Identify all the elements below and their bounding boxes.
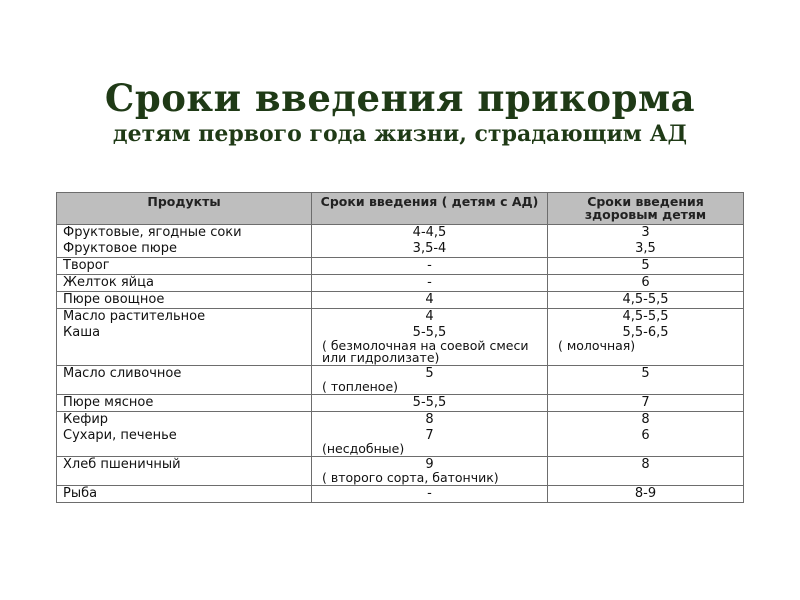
ad-term-value: 9 — [425, 457, 434, 472]
ad-term-value: 8 — [425, 412, 434, 427]
table-row — [57, 395, 744, 412]
healthy-term-value: 3 — [641, 225, 650, 240]
header-terms-ad: Сроки введения ( детям с АД) — [312, 193, 548, 225]
product-cell: Желток яйца — [57, 275, 312, 292]
healthy-term-cell — [548, 457, 744, 486]
header-products: Продукты — [57, 193, 312, 225]
healthy-term-value: 4,5-5,5 — [622, 309, 669, 324]
healthy-term-value: 5 — [641, 258, 650, 273]
table-row — [57, 366, 744, 395]
slide-title: Сроки введения прикорма — [104, 76, 696, 120]
ad-term-note: (несдобные) — [322, 441, 405, 456]
product-cell: Фруктовые, ягодные соки — [57, 225, 312, 242]
table-row — [57, 309, 744, 326]
ad-term-value: 4 — [425, 292, 434, 307]
ad-term-value: 5 — [425, 366, 434, 381]
healthy-term-value: 5,5-6,5 — [622, 325, 669, 340]
healthy-term-cell — [548, 292, 744, 309]
healthy-term-value: 3,5 — [635, 241, 656, 256]
table-row — [57, 457, 744, 486]
healthy-term-cell — [548, 275, 744, 292]
product-cell: Рыба — [57, 486, 312, 503]
healthy-term-cell — [548, 486, 744, 503]
product-cell: Масло сливочное — [57, 366, 312, 395]
ad-term-cell — [312, 412, 548, 429]
healthy-term-cell — [548, 428, 744, 457]
ad-term-cell — [312, 309, 548, 326]
product-cell: Творог — [57, 258, 312, 275]
product-cell: Пюре мясное — [57, 395, 312, 412]
table-row — [57, 412, 744, 429]
product-cell: Каша — [57, 325, 312, 366]
healthy-term-note: ( молочная) — [558, 338, 636, 353]
ad-term-cell — [312, 366, 548, 395]
healthy-term-value: 4,5-5,5 — [622, 292, 669, 307]
ad-term-cell — [312, 428, 548, 457]
table-row — [57, 292, 744, 309]
ad-term-cell — [312, 258, 548, 275]
healthy-term-cell — [548, 325, 744, 366]
healthy-term-cell — [548, 309, 744, 326]
healthy-term-cell — [548, 395, 744, 412]
product-cell: Кефир — [57, 412, 312, 429]
ad-term-cell — [312, 486, 548, 503]
feeding-schedule-table — [56, 192, 744, 503]
ad-term-note: ( второго сорта, батончик) — [322, 470, 499, 485]
ad-term-value: - — [427, 258, 432, 273]
table-row — [57, 275, 744, 292]
healthy-term-value: 8-9 — [634, 486, 657, 501]
product-cell: Масло растительное — [57, 309, 312, 326]
ad-term-value: 3,5-4 — [412, 241, 447, 256]
healthy-term-cell — [548, 412, 744, 429]
product-cell: Пюре овощное — [57, 292, 312, 309]
product-cell: Хлеб пшеничный — [57, 457, 312, 486]
ad-term-value: 5-5,5 — [412, 395, 447, 410]
healthy-term-cell — [548, 366, 744, 395]
ad-term-cell — [312, 292, 548, 309]
table-row — [57, 486, 744, 503]
ad-term-value: 4-4,5 — [412, 225, 447, 240]
ad-term-cell — [312, 395, 548, 412]
ad-term-value: 4 — [425, 309, 434, 324]
table-row — [57, 428, 744, 457]
ad-term-value: - — [427, 275, 432, 290]
header-terms-healthy: Сроки введения здоровым детям — [548, 193, 744, 225]
healthy-term-value: 7 — [641, 395, 650, 410]
ad-term-cell — [312, 325, 548, 366]
table-row — [57, 225, 744, 242]
healthy-term-cell — [548, 241, 744, 258]
table-row — [57, 241, 744, 258]
ad-term-cell — [312, 457, 548, 486]
ad-term-note: ( безмолочная на соевой смеси или гидролизате) — [322, 338, 529, 365]
table-header-row — [57, 193, 744, 225]
ad-term-cell — [312, 275, 548, 292]
product-cell: Сухари, печенье — [57, 428, 312, 457]
healthy-term-cell — [548, 225, 744, 242]
ad-term-note: ( топленое) — [322, 379, 399, 394]
healthy-term-value: 8 — [641, 457, 650, 472]
healthy-term-value: 8 — [641, 412, 650, 427]
healthy-term-value: 5 — [641, 366, 650, 381]
healthy-term-value: 6 — [641, 428, 650, 443]
ad-term-value: 7 — [425, 428, 434, 443]
ad-term-value: 5-5,5 — [412, 325, 447, 340]
product-cell: Фруктовое пюре — [57, 241, 312, 258]
healthy-term-cell — [548, 258, 744, 275]
table-row — [57, 258, 744, 275]
slide-subtitle: детям первого года жизни, страдающим АД — [112, 121, 688, 147]
ad-term-value: - — [427, 486, 432, 501]
healthy-term-value: 6 — [641, 275, 650, 290]
table-row — [57, 325, 744, 366]
ad-term-cell — [312, 225, 548, 242]
ad-term-cell — [312, 241, 548, 258]
